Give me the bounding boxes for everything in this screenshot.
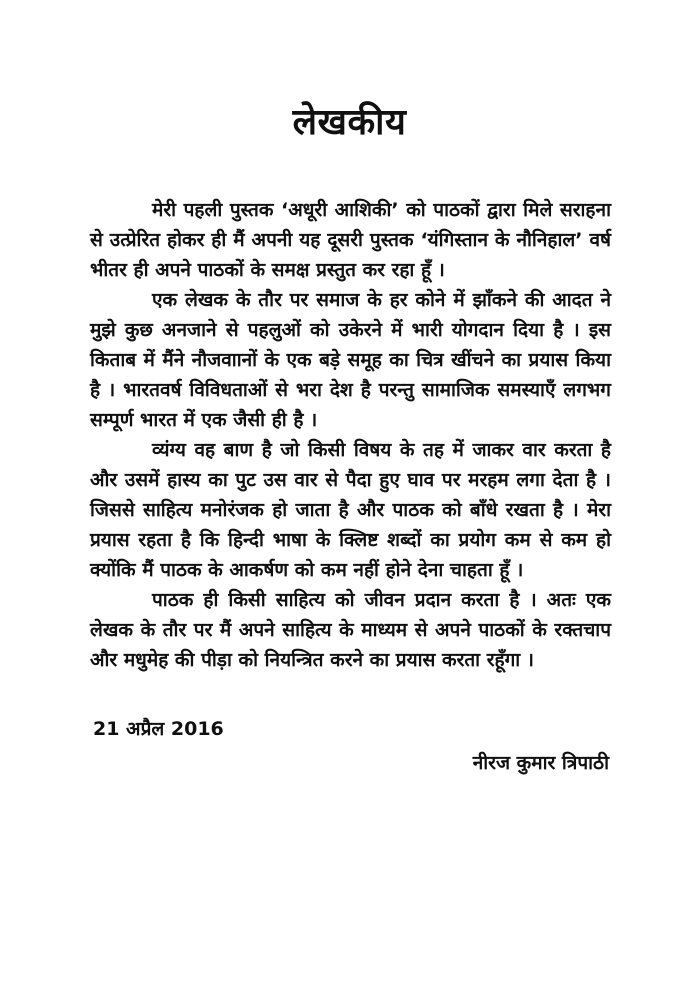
- author-note-body: [90, 195, 611, 675]
- page-title: लेखकीय: [292, 102, 407, 143]
- paragraph-1: मेरी पहली पुस्तक ‘अधूरी आशिकी’ को पाठकों द्वारा मिले सराहना से उत्प्रेरित होकर ही मैं अपनी यह दूसरी पुस्तक ‘यंगिस्तान के नौनिहाल’ वर्ष भीतर ही अपने पाठकों के समक्ष प्रस्तुत कर रहा हूँ ।: [90, 199, 611, 281]
- date-line: 21 अप्रैल 2016: [93, 718, 224, 740]
- paragraph-4: पाठक ही किसी साहित्य को जीवन प्रदान करता है । अतः एक लेखक के तौर पर मैं अपने साहित्य के माध्यम से अपने पाठकों के रक्तचाप और मधुमेह की पीड़ा को नियन्त्रित करने का प्रयास करता रहूँगा ।: [90, 589, 611, 671]
- paragraph-2: एक लेखक के तौर पर समाज के हर कोने में झाँकने की आदत ने मुझे कुछ अनजाने से पहलुओं को उकेरने में भारी योगदान दिया है । इस किताब में मैंने नौजवाानों के एक बड़े समूह का चित्र खींचने का प्रयास किया है । भारतवर्ष विविधताओं से भरा देश है परन्तु सामाजिक समस्याएँ लगभग सम्पूर्ण भारत में एक जैसी ही है ।: [90, 289, 611, 431]
- author-signature: नीरज कुमार त्रिपाठी: [472, 752, 609, 774]
- paragraph-3: व्यंग्य वह बाण है जो किसी विषय के तह में जाकर वार करता है और उसमें हास्य का पुट उस वार से पैदा हुए घाव पर मरहम लगा देता है । जिससे साहित्य मनोरंजक हो जाता है और पाठक को बाँधे रखता है । मेरा प्रयास रहता है कि हिन्दी भाषा के क्लिष्ट शब्दों का प्रयोग कम से कम हो क्योंकि मैं पाठक के आकर्षण को कम नहीं होने देना चाहता हूँ ।: [90, 439, 611, 581]
